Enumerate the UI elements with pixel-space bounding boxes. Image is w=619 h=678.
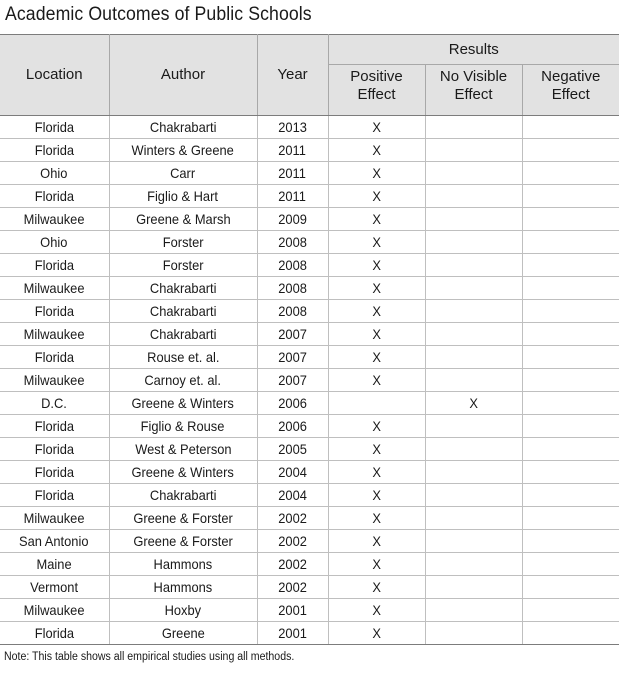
cell-year [257,438,328,461]
cell-year-text: 2002 [278,510,307,526]
cell-location-text: Florida [34,625,74,641]
table-row [0,369,619,392]
cell-positive-effect-text: X [372,349,381,365]
cell-location-text: Milwaukee [23,280,85,296]
cell-positive-effect-text: X [372,211,381,227]
cell-author [109,208,257,231]
header-author: Author [109,35,257,116]
cell-year [257,323,328,346]
cell-location-text: Florida [34,418,74,434]
cell-year [257,576,328,599]
cell-location [0,507,109,530]
cell-positive-effect [328,369,425,392]
cell-negative-effect [522,461,619,484]
cell-no-visible-effect [425,507,522,530]
cell-no-visible-effect [425,553,522,576]
cell-no-visible-effect [425,185,522,208]
table-row [0,484,619,507]
table-row [0,162,619,185]
cell-author-text: Chakrabarti [149,280,217,296]
cell-location [0,622,109,645]
cell-location [0,139,109,162]
cell-year-text: 2005 [278,441,307,457]
cell-negative-effect [522,530,619,553]
cell-positive-effect [328,323,425,346]
cell-location-text: Florida [34,303,74,319]
cell-year-text: 2011 [278,165,307,181]
cell-no-visible-effect [425,576,522,599]
cell-year-text: 2011 [278,142,307,158]
cell-location [0,599,109,622]
cell-year-text: 2007 [278,326,307,342]
cell-year [257,461,328,484]
cell-no-visible-effect [425,415,522,438]
cell-positive-effect [328,116,425,139]
cell-location [0,369,109,392]
cell-location-text: Milwaukee [23,602,85,618]
cell-author-text: Greene [161,625,205,641]
cell-year-text: 2013 [278,119,307,135]
cell-negative-effect [522,576,619,599]
cell-author [109,116,257,139]
table-row [0,254,619,277]
cell-location-text: Maine [36,556,72,572]
cell-location-text: Florida [34,349,74,365]
cell-location-text: Milwaukee [23,510,85,526]
cell-author [109,415,257,438]
cell-positive-effect-text: X [372,234,381,250]
cell-positive-effect [328,208,425,231]
cell-year [257,162,328,185]
cell-no-visible-effect [425,599,522,622]
cell-year-text: 2007 [278,349,307,365]
cell-year [257,369,328,392]
cell-positive-effect [328,553,425,576]
cell-author-text: Chakrabarti [149,303,217,319]
cell-no-visible-effect [425,622,522,645]
cell-negative-effect [522,599,619,622]
cell-no-visible-effect [425,254,522,277]
cell-author-text: Rouse et. al. [146,349,220,365]
cell-author [109,576,257,599]
cell-positive-effect [328,392,425,415]
cell-year [257,300,328,323]
cell-negative-effect [522,116,619,139]
cell-author-text: Hammons [153,556,213,572]
cell-year [257,346,328,369]
cell-location [0,231,109,254]
cell-positive-effect [328,185,425,208]
cell-positive-effect-text: X [372,188,381,204]
header-no-visible-line2: Effect [454,86,493,103]
cell-author-text: Carnoy et. al. [144,372,222,388]
header-no-visible-line1: No Visible [439,68,508,85]
cell-year-text: 2001 [278,625,307,641]
table-row [0,392,619,415]
cell-year-text: 2006 [278,418,307,434]
cell-no-visible-effect [425,438,522,461]
table-row [0,323,619,346]
cell-location-text: Florida [34,188,74,204]
cell-year-text: 2011 [278,188,307,204]
header-positive-line2: Effect [357,86,396,103]
cell-negative-effect [522,346,619,369]
cell-positive-effect [328,277,425,300]
cell-positive-effect [328,484,425,507]
cell-negative-effect [522,369,619,392]
cell-positive-effect [328,300,425,323]
cell-no-visible-effect [425,277,522,300]
cell-author-text: Figlio & Hart [147,188,219,204]
table-row [0,277,619,300]
cell-year [257,553,328,576]
cell-year [257,622,328,645]
cell-positive-effect [328,139,425,162]
cell-author [109,139,257,162]
cell-positive-effect-text: X [372,257,381,273]
cell-location [0,346,109,369]
cell-positive-effect-text: X [372,119,381,135]
cell-positive-effect-text: X [372,464,381,480]
cell-author-text: Figlio & Rouse [141,418,225,434]
cell-year [257,530,328,553]
cell-negative-effect [522,438,619,461]
cell-location [0,254,109,277]
cell-location [0,553,109,576]
cell-positive-effect [328,599,425,622]
cell-year-text: 2004 [278,464,307,480]
header-results: Results [328,35,619,65]
cell-author [109,461,257,484]
cell-no-visible-effect [425,484,522,507]
table-row [0,599,619,622]
cell-location-text: Florida [34,487,74,503]
cell-positive-effect [328,530,425,553]
header-negative-line2: Effect [551,86,590,103]
header-no-visible-effect [425,65,522,116]
table-header [0,35,619,116]
cell-location-text: Milwaukee [23,372,85,388]
cell-positive-effect-text: X [372,556,381,572]
table-row [0,415,619,438]
header-negative-effect [522,65,619,116]
cell-positive-effect-text: X [372,510,381,526]
header-location: Location [0,35,109,116]
cell-positive-effect [328,162,425,185]
cell-positive-effect-text: X [372,625,381,641]
cell-year [257,599,328,622]
cell-author-text: Greene & Forster [133,510,233,526]
cell-no-visible-effect [425,346,522,369]
cell-positive-effect [328,507,425,530]
cell-location [0,484,109,507]
cell-author-text: Winters & Greene [131,142,235,158]
cell-year-text: 2004 [278,487,307,503]
cell-year [257,277,328,300]
cell-year [257,208,328,231]
cell-location [0,300,109,323]
table-row [0,231,619,254]
cell-no-visible-effect [425,300,522,323]
cell-positive-effect-text: X [372,487,381,503]
cell-positive-effect [328,254,425,277]
cell-author [109,323,257,346]
cell-location-text: Ohio [40,165,68,181]
cell-location-text: Florida [34,119,74,135]
cell-no-visible-effect [425,208,522,231]
cell-no-visible-effect [425,162,522,185]
cell-location-text: Vermont [30,579,79,595]
table-row [0,507,619,530]
cell-positive-effect-text: X [372,418,381,434]
cell-negative-effect [522,162,619,185]
cell-negative-effect [522,139,619,162]
cell-positive-effect-text: X [372,165,381,181]
cell-author-text: West & Peterson [134,441,232,457]
cell-author-text: Carr [170,165,196,181]
table-note: Note: This table shows all empirical studies using all methods. [4,651,295,663]
cell-negative-effect [522,323,619,346]
cell-location-text: Florida [34,142,74,158]
cell-year-text: 2009 [278,211,307,227]
cell-positive-effect [328,461,425,484]
header-year: Year [257,35,328,116]
cell-location-text: Milwaukee [23,211,85,227]
cell-location-text: San Antonio [19,533,89,549]
cell-year [257,185,328,208]
cell-author [109,530,257,553]
cell-author [109,599,257,622]
cell-author-text: Chakrabarti [149,326,217,342]
cell-location [0,162,109,185]
cell-author-text: Hammons [153,579,213,595]
cell-author-text: Greene & Winters [131,464,235,480]
cell-no-visible-effect [425,323,522,346]
cell-positive-effect [328,346,425,369]
cell-no-visible-effect-text: X [469,395,478,411]
cell-location [0,116,109,139]
cell-year [257,392,328,415]
cell-author [109,438,257,461]
cell-year [257,254,328,277]
cell-negative-effect [522,300,619,323]
cell-positive-effect-text: X [372,441,381,457]
cell-author [109,553,257,576]
cell-positive-effect [328,231,425,254]
cell-negative-effect [522,277,619,300]
cell-year [257,484,328,507]
cell-negative-effect [522,208,619,231]
table-row [0,139,619,162]
cell-author [109,300,257,323]
cell-year-text: 2008 [278,257,307,273]
cell-location-text: Milwaukee [23,326,85,342]
table-row [0,208,619,231]
cell-year [257,116,328,139]
cell-negative-effect [522,622,619,645]
cell-location [0,208,109,231]
cell-negative-effect [522,507,619,530]
cell-location [0,185,109,208]
cell-author-text: Greene & Forster [133,533,233,549]
cell-location [0,576,109,599]
cell-negative-effect [522,392,619,415]
table-row [0,300,619,323]
cell-negative-effect [522,484,619,507]
cell-location-text: Ohio [40,234,68,250]
cell-author [109,162,257,185]
cell-positive-effect-text: X [372,579,381,595]
cell-author-text: Forster [162,257,204,273]
cell-location-text: D.C. [41,395,68,411]
table-body [0,116,619,645]
cell-location-text: Florida [34,464,74,480]
table-row [0,576,619,599]
cell-year-text: 2002 [278,579,307,595]
cell-negative-effect [522,415,619,438]
cell-positive-effect-text: X [372,303,381,319]
outcomes-table [0,34,619,645]
table-row [0,438,619,461]
cell-no-visible-effect [425,116,522,139]
cell-year-text: 2007 [278,372,307,388]
table-row [0,530,619,553]
cell-location [0,392,109,415]
cell-year-text: 2006 [278,395,307,411]
cell-year-text: 2002 [278,556,307,572]
cell-author [109,277,257,300]
cell-author [109,254,257,277]
cell-author [109,369,257,392]
table-row [0,622,619,645]
cell-author [109,231,257,254]
cell-positive-effect-text: X [372,142,381,158]
cell-author [109,484,257,507]
cell-no-visible-effect [425,369,522,392]
cell-negative-effect [522,231,619,254]
cell-year-text: 2002 [278,533,307,549]
cell-location [0,530,109,553]
cell-author-text: Greene & Marsh [135,211,231,227]
cell-positive-effect [328,622,425,645]
table-row [0,461,619,484]
cell-location [0,415,109,438]
cell-no-visible-effect [425,139,522,162]
cell-author [109,185,257,208]
cell-positive-effect-text: X [372,602,381,618]
cell-author-text: Hoxby [164,602,202,618]
cell-negative-effect [522,553,619,576]
cell-author-text: Chakrabarti [149,119,217,135]
cell-location-text: Florida [34,257,74,273]
cell-author-text: Greene & Winters [131,395,235,411]
cell-location-text: Florida [34,441,74,457]
cell-no-visible-effect [425,231,522,254]
table-row [0,553,619,576]
cell-positive-effect [328,576,425,599]
cell-author-text: Forster [162,234,204,250]
cell-location [0,323,109,346]
cell-no-visible-effect [425,392,522,415]
cell-no-visible-effect [425,461,522,484]
cell-year [257,507,328,530]
cell-negative-effect [522,254,619,277]
cell-positive-effect [328,415,425,438]
table-row [0,116,619,139]
cell-positive-effect [328,438,425,461]
cell-author [109,346,257,369]
header-negative-line1: Negative [541,68,601,85]
table-title: Academic Outcomes of Public Schools [5,4,312,25]
table-row [0,346,619,369]
table-row [0,185,619,208]
cell-author [109,507,257,530]
cell-no-visible-effect [425,530,522,553]
cell-location [0,277,109,300]
cell-negative-effect [522,185,619,208]
cell-author-text: Chakrabarti [149,487,217,503]
header-positive-effect [328,65,425,116]
cell-positive-effect-text: X [372,533,381,549]
cell-year-text: 2008 [278,234,307,250]
cell-positive-effect-text: X [372,326,381,342]
cell-author [109,392,257,415]
header-positive-line1: Positive [350,68,403,85]
cell-year [257,231,328,254]
cell-location [0,438,109,461]
cell-author [109,622,257,645]
cell-positive-effect-text: X [372,372,381,388]
cell-location [0,461,109,484]
cell-positive-effect-text: X [372,280,381,296]
cell-year [257,415,328,438]
cell-year [257,139,328,162]
cell-year-text: 2001 [278,602,307,618]
cell-year-text: 2008 [278,303,307,319]
cell-year-text: 2008 [278,280,307,296]
